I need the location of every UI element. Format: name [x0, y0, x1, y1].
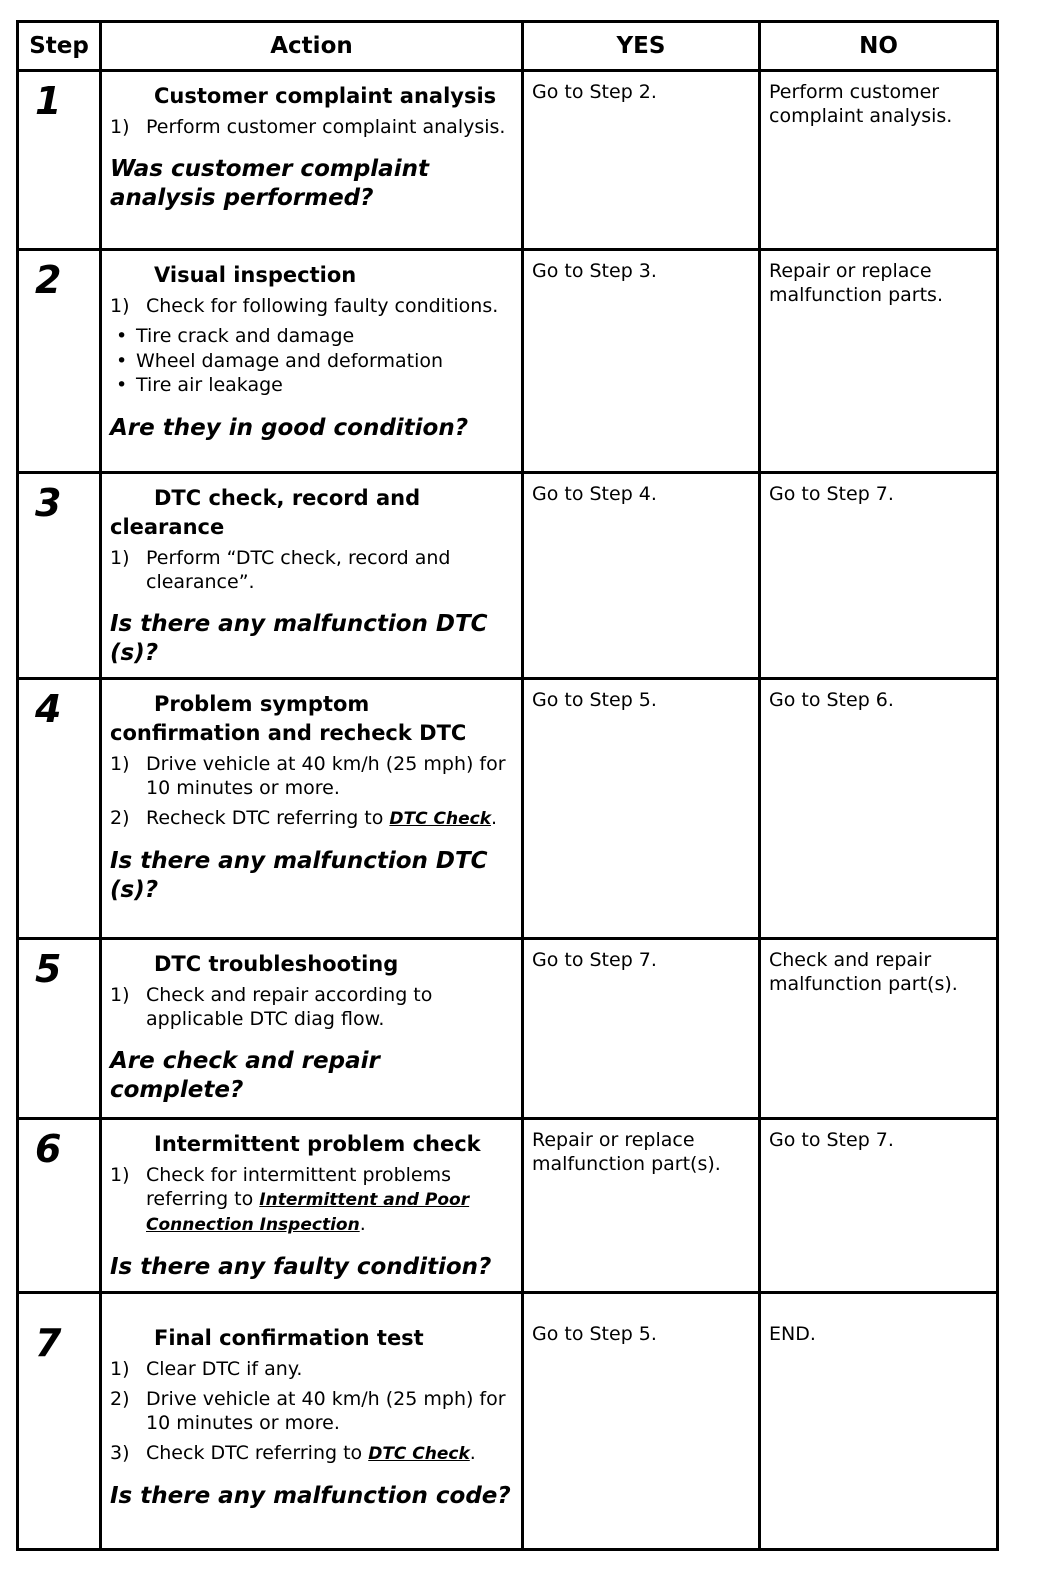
item-number: 1): [110, 984, 130, 1006]
action-item: [110, 115, 513, 139]
step-number: 1: [35, 79, 62, 123]
condition-item: • Tire air leakage: [110, 373, 513, 398]
header-action: Action: [101, 22, 523, 71]
reference-link[interactable]: Intermittent and Poor Connection Inspection: [146, 1190, 470, 1235]
action-item: [110, 752, 513, 800]
item-number: 3): [110, 1442, 130, 1464]
item-text: Drive vehicle at 40 km/h (25 mph) for 10 minutes or more.: [146, 753, 506, 799]
table-row: [18, 679, 998, 939]
item-number: 1): [110, 295, 130, 317]
condition-item: • Tire crack and damage: [110, 324, 513, 349]
no-result: Repair or replace malfunction parts.: [769, 260, 943, 306]
action-question: Is there any faulty condition?: [110, 1254, 492, 1280]
yes-result: Go to Step 7.: [532, 949, 657, 971]
table-row: [18, 1119, 998, 1293]
item-number: 1): [110, 1164, 130, 1186]
item-number: 1): [110, 753, 130, 775]
reference-link[interactable]: DTC Check: [368, 1444, 470, 1464]
header-step: Step: [18, 22, 101, 71]
condition-list: [110, 324, 513, 398]
item-text: Perform customer complaint analysis.: [146, 116, 506, 138]
item-number: 2): [110, 1388, 130, 1410]
yes-result: Go to Step 5.: [532, 689, 657, 711]
action-item: [110, 1357, 513, 1381]
step-number: 2: [35, 258, 62, 302]
action-question: Are they in good condition?: [110, 414, 469, 441]
item-text: Recheck DTC referring to: [146, 807, 390, 829]
item-text: Drive vehicle at 40 km/h (25 mph) for 10 minutes or more.: [146, 1388, 506, 1434]
item-number: 2): [110, 807, 130, 829]
action-title: Customer complaint analysis: [154, 84, 497, 108]
item-text: Check for intermittent problems referring to: [146, 1164, 452, 1210]
table-row: [18, 250, 998, 473]
troubleshooting-table: [16, 20, 999, 1551]
no-result: Go to Step 6.: [769, 689, 894, 711]
action-question: Was customer complaint analysis performed?: [110, 156, 429, 211]
item-number: 1): [110, 547, 130, 569]
yes-result: Go to Step 3.: [532, 260, 657, 282]
action-title: Problem symptom confirmation and recheck DTC: [110, 692, 467, 745]
action-question: Is there any malfunction DTC (s)?: [110, 848, 488, 903]
action-question: Is there any malfunction code?: [110, 1483, 511, 1509]
action-title: Visual inspection: [154, 263, 357, 287]
item-text-end: .: [491, 807, 498, 829]
step-number: 4: [35, 687, 62, 731]
no-result: END.: [769, 1323, 816, 1345]
yes-result: Go to Step 2.: [532, 81, 657, 103]
action-title: Intermittent problem check: [154, 1132, 481, 1156]
condition-item: • Wheel damage and deformation: [110, 349, 513, 374]
item-number: 1): [110, 116, 130, 138]
header-no: NO: [760, 22, 998, 71]
no-result: Perform customer complaint analysis.: [769, 81, 953, 127]
no-result: Go to Step 7.: [769, 483, 894, 505]
yes-result: Go to Step 4.: [532, 483, 657, 505]
no-result: Check and repair malfunction part(s).: [769, 949, 958, 995]
item-number: 1): [110, 1358, 130, 1380]
no-result: Go to Step 7.: [769, 1129, 894, 1151]
action-item: [110, 1387, 513, 1435]
table-row: [18, 939, 998, 1119]
step-number: 6: [35, 1127, 62, 1171]
action-item: [110, 546, 513, 594]
item-text: Perform “DTC check, record and clearance”.: [146, 547, 451, 593]
table-row: [18, 473, 998, 679]
step-number: 5: [35, 947, 62, 991]
action-title: DTC troubleshooting: [154, 952, 399, 976]
header-yes: YES: [523, 22, 760, 71]
action-item: [110, 1441, 513, 1466]
action-item: [110, 294, 513, 318]
item-text: Clear DTC if any.: [146, 1358, 303, 1380]
item-text: Check and repair according to applicable DTC diag flow.: [146, 984, 433, 1030]
table-row: [18, 1293, 998, 1550]
action-title: Final confirmation test: [154, 1326, 424, 1350]
table-row: [18, 71, 998, 250]
item-text-end: .: [469, 1442, 476, 1464]
action-title: DTC check, record and clearance: [110, 486, 421, 539]
action-question: Are check and repair complete?: [110, 1048, 380, 1103]
action-item: [110, 806, 513, 831]
action-question: Is there any malfunction DTC (s)?: [110, 611, 488, 666]
action-item: [110, 1163, 513, 1237]
yes-result: Repair or replace malfunction part(s).: [532, 1129, 721, 1175]
step-number: 3: [35, 481, 62, 525]
yes-result: Go to Step 5.: [532, 1323, 657, 1345]
header-row: [18, 22, 998, 71]
item-text: Check DTC referring to: [146, 1442, 369, 1464]
item-text: Check for following faulty conditions.: [146, 295, 499, 317]
item-text-end: .: [359, 1213, 366, 1235]
action-item: [110, 983, 513, 1031]
step-number: 7: [35, 1321, 62, 1365]
reference-link[interactable]: DTC Check: [389, 809, 492, 829]
